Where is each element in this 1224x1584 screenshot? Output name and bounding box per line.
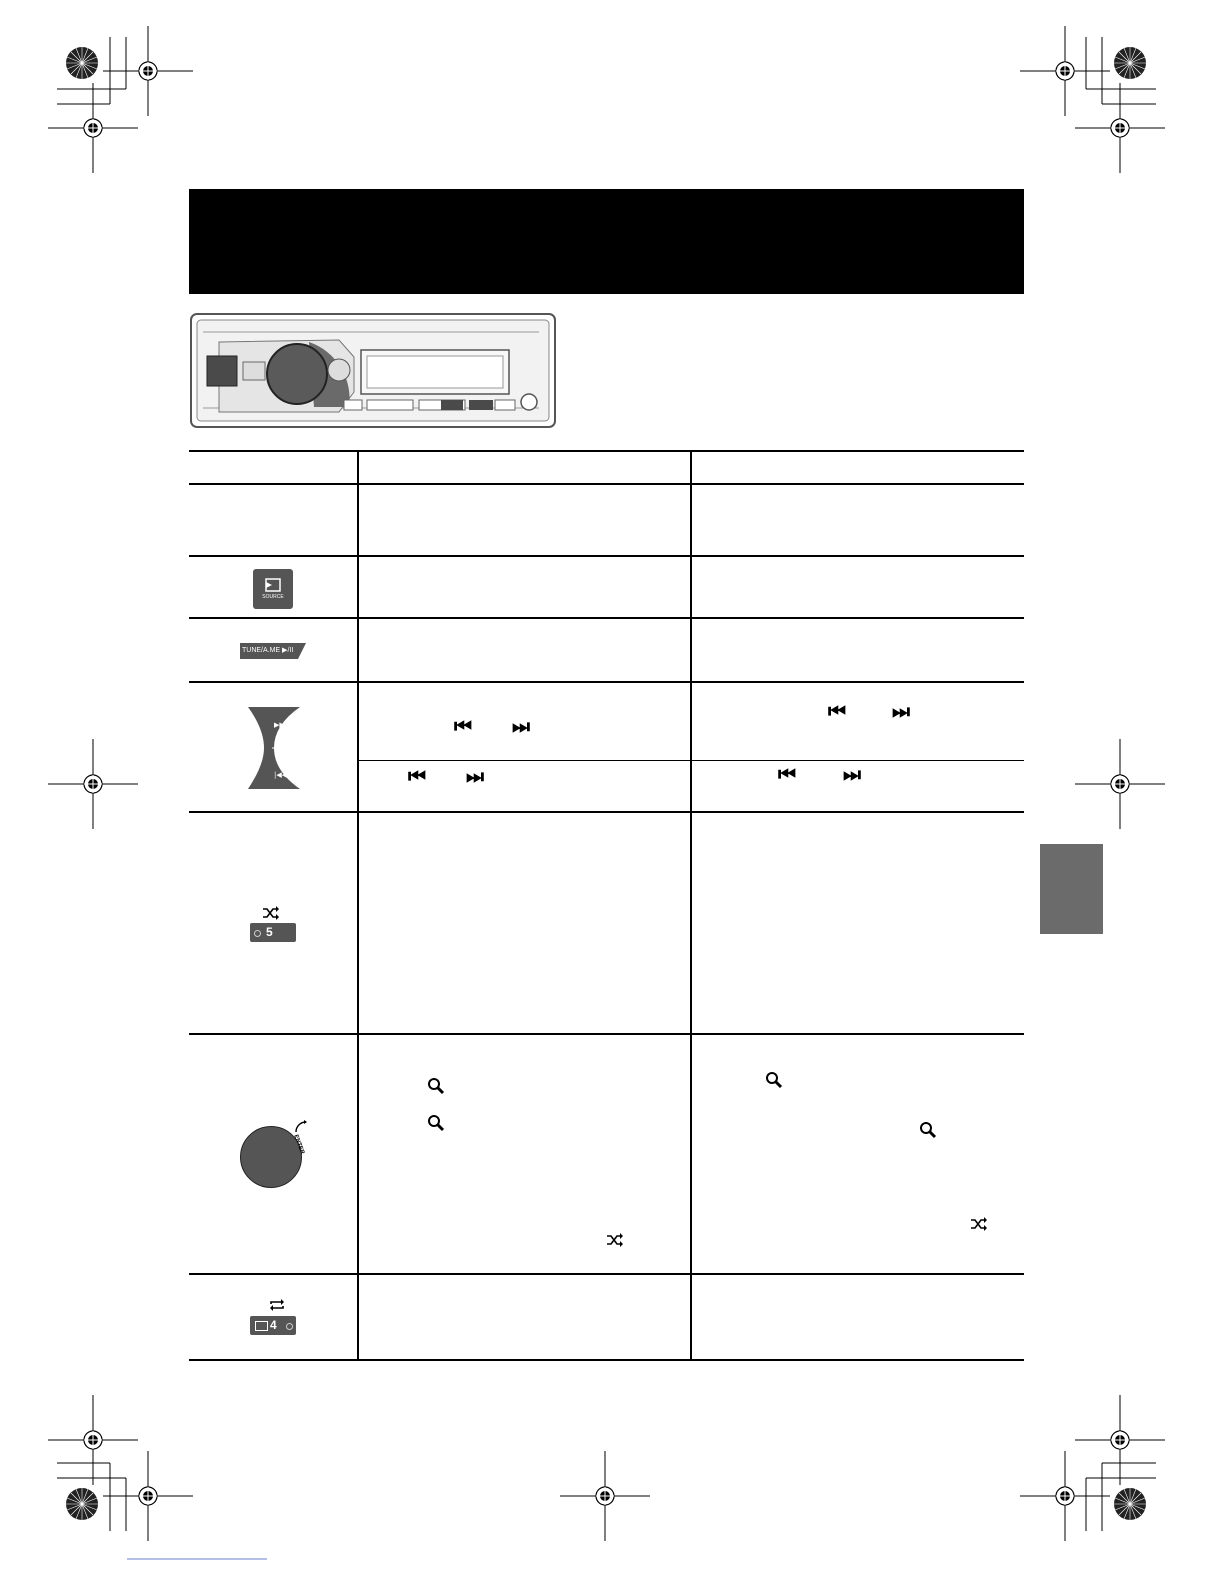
enter-knob-label: ENTER	[292, 1134, 305, 1156]
shuffle-icon	[605, 1233, 625, 1247]
shuffle-icon	[969, 1217, 989, 1231]
next-track-icon: ⏭	[466, 764, 481, 788]
table-bottom-rule	[189, 1359, 1024, 1361]
head-unit-illustration	[189, 312, 557, 429]
header-band	[189, 189, 1024, 294]
search-icon	[427, 1077, 445, 1095]
section-side-tab	[1040, 844, 1103, 934]
svg-text:▶▶|: ▶▶|	[274, 721, 288, 729]
prev-track-icon: ⏮	[828, 699, 843, 723]
table-row-rule	[189, 1033, 1024, 1035]
prev-track-icon: ⏮	[408, 764, 423, 788]
rotary-knob-icon	[294, 1120, 308, 1134]
repeat-preset-label: 4	[270, 1318, 277, 1332]
table-column-divider	[690, 450, 692, 1361]
next-track-icon: ⏭	[843, 762, 858, 786]
tune-play-pause-label: TUNE/A.ME ▶/II	[242, 647, 294, 654]
search-icon	[919, 1121, 937, 1139]
table-row-rule	[189, 1273, 1024, 1275]
shuffle-icon	[262, 906, 280, 920]
next-track-icon: ⏭	[512, 714, 527, 738]
source-icon	[253, 569, 293, 609]
prev-track-icon: ⏮	[778, 762, 793, 786]
search-icon	[427, 1114, 445, 1132]
repeat-preset-4-button[interactable]	[250, 1316, 296, 1335]
indicator-dot	[254, 930, 261, 937]
skip-rocker-button[interactable]	[244, 705, 304, 791]
source-button[interactable]	[253, 569, 293, 609]
prev-track-icon: ⏮	[454, 714, 469, 738]
skip-arrows-icon	[244, 705, 304, 791]
table-row-rule	[189, 681, 1024, 683]
shuffle-preset-label: 5	[266, 925, 273, 939]
svg-text:|◀◀: |◀◀	[274, 771, 288, 779]
table-row-rule	[189, 811, 1024, 813]
shuffle-preset-5-button[interactable]	[250, 923, 296, 942]
next-track-icon: ⏭	[892, 699, 907, 723]
table-header-rule	[189, 483, 1024, 485]
table-row-rule	[189, 555, 1024, 557]
repeat-icon	[269, 1299, 285, 1311]
source-button-label: SOURCE	[262, 594, 284, 600]
indicator-dot	[286, 1323, 293, 1330]
table-row-rule	[189, 617, 1024, 619]
table-top-rule	[189, 450, 1024, 452]
tune-play-pause-button[interactable]	[238, 641, 308, 661]
search-icon	[765, 1071, 783, 1089]
folder-icon	[255, 1321, 268, 1331]
table-column-divider	[357, 450, 359, 1361]
